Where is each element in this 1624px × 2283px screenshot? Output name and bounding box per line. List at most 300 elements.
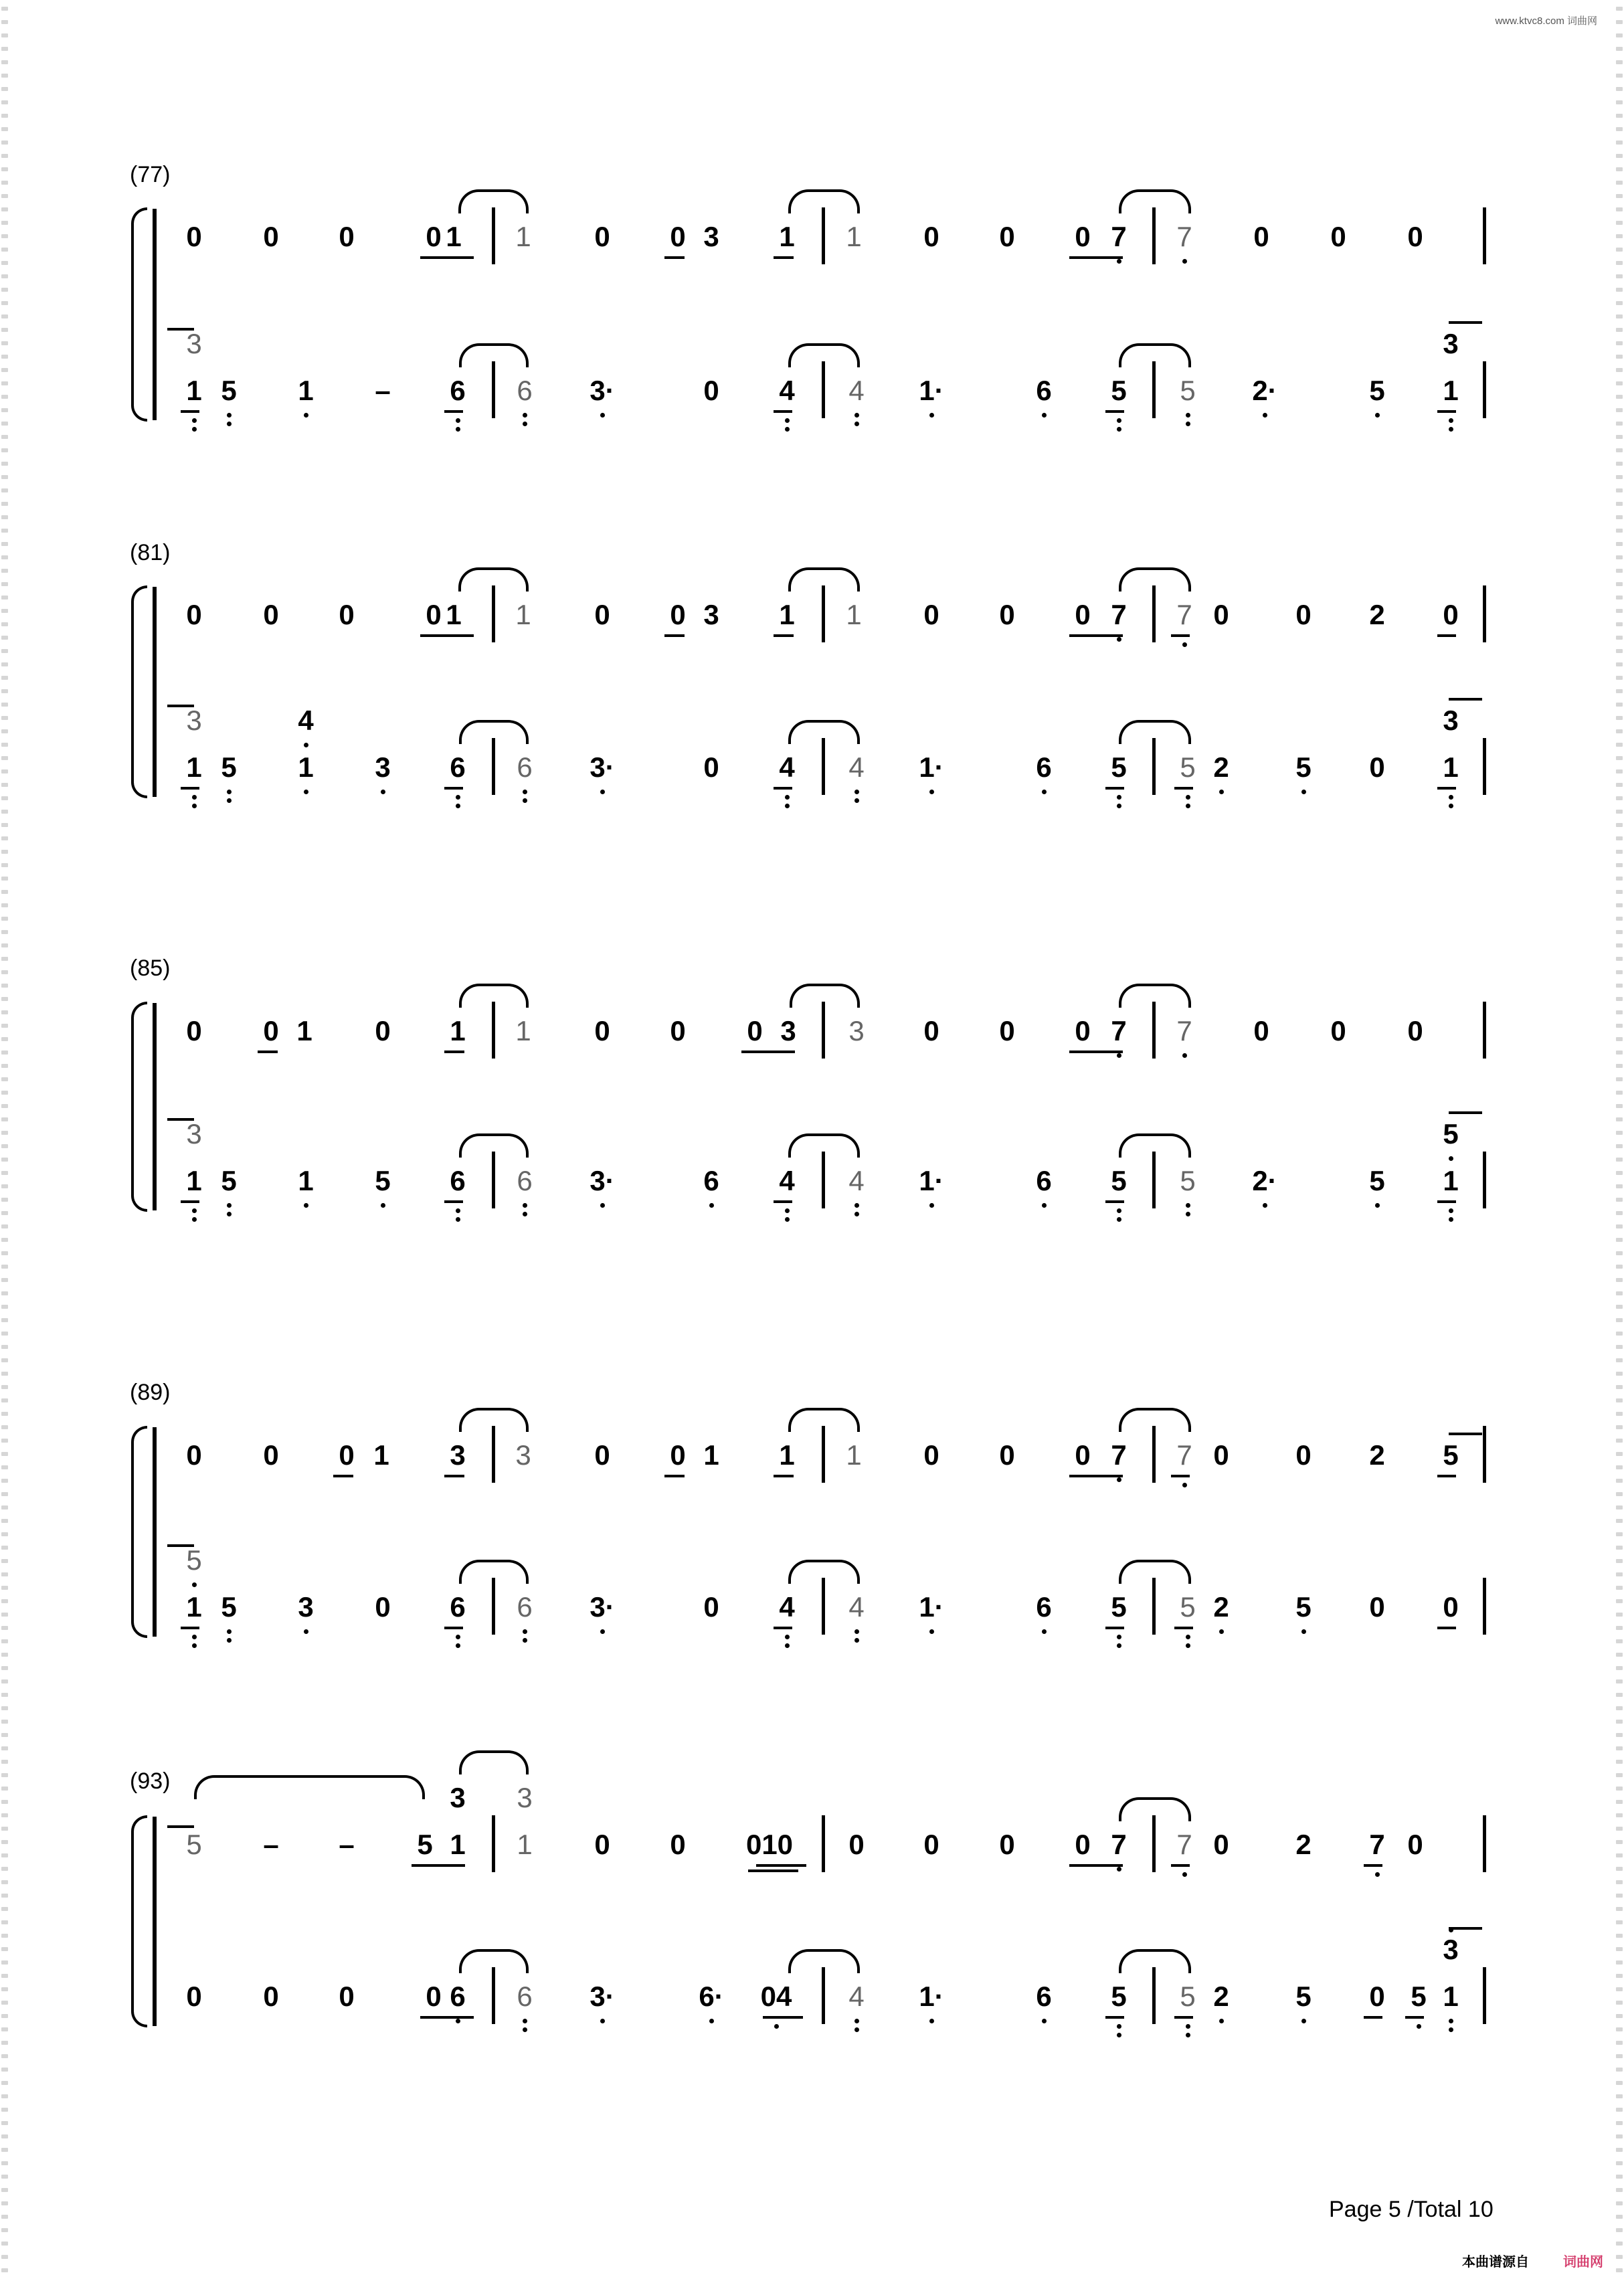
watermark-tick — [1616, 2108, 1623, 2112]
jianpu-note: 6 — [703, 1165, 719, 1196]
jianpu-note: 1 — [515, 221, 531, 252]
watermark-tick — [1, 1091, 8, 1095]
jianpu-note: 0 — [923, 221, 939, 252]
watermark-tick — [1, 622, 8, 626]
watermark-tick — [1, 997, 8, 1001]
barline-upper — [822, 207, 825, 264]
watermark-tick — [1, 2121, 8, 2125]
eighth-underline — [741, 1051, 795, 1053]
barline-upper — [1152, 207, 1156, 264]
barline-lower — [492, 1152, 495, 1208]
watermark-tick — [1, 609, 8, 613]
watermark-tick — [1616, 1117, 1623, 1121]
watermark-tick — [1, 1318, 8, 1322]
jianpu-note: 6· — [699, 1981, 724, 2012]
watermark-tick — [1, 649, 8, 653]
octave-dot-low — [456, 2019, 460, 2023]
eighth-underline — [444, 1475, 464, 1477]
eighth-underline — [774, 1475, 794, 1477]
watermark-tick — [1, 957, 8, 961]
octave-dot-low — [600, 413, 605, 418]
octave-dot-low — [854, 2027, 859, 2032]
watermark-tick — [1, 154, 8, 158]
watermark-tick — [1, 1211, 8, 1215]
eighth-underline — [181, 787, 199, 790]
watermark-tick — [1616, 957, 1623, 961]
barline-upper — [1152, 1426, 1156, 1483]
watermark-tick — [1616, 796, 1623, 800]
watermark-tick — [1616, 2175, 1623, 2179]
jianpu-note: – — [263, 1829, 279, 1860]
jianpu-note: 4 — [779, 751, 795, 783]
jianpu-note: 0 — [263, 221, 279, 252]
watermark-tick — [1, 1679, 8, 1683]
watermark-tick — [1, 1171, 8, 1175]
watermark-tick — [1, 87, 8, 91]
eighth-underline — [664, 634, 685, 637]
octave-dot-low — [1117, 1477, 1121, 1482]
watermark-tick — [1, 1104, 8, 1108]
jianpu-note: 3 — [450, 1782, 466, 1813]
octave-dot-low — [1417, 2024, 1421, 2029]
watermark-tick — [1616, 234, 1623, 238]
watermark-tick — [1616, 877, 1623, 881]
jianpu-note: 3 — [515, 1439, 531, 1471]
octave-dot-low — [1449, 804, 1453, 808]
octave-dot-low — [1182, 259, 1187, 264]
left-watermark-strip — [0, 0, 9, 2283]
watermark-tick — [1616, 1479, 1623, 1483]
watermark-tick — [1, 1291, 8, 1295]
watermark-tick — [1616, 1827, 1623, 1831]
watermark-tick — [1, 328, 8, 332]
jianpu-note: 6 — [450, 1591, 466, 1623]
jianpu-note: 04 — [760, 1981, 792, 2012]
octave-dot-low — [854, 422, 859, 426]
source-logo-text: 本曲谱源自 — [1462, 2255, 1529, 2270]
jianpu-note: 5 — [1111, 751, 1127, 783]
jianpu-note: 0 — [999, 1439, 1015, 1471]
watermark-tick — [1, 2228, 8, 2232]
watermark-tick — [1, 1131, 8, 1135]
watermark-tick — [1, 1947, 8, 1951]
jianpu-note: 0 — [339, 221, 355, 252]
watermark-tick — [1, 1519, 8, 1523]
eighth-underline — [1171, 1475, 1190, 1477]
jianpu-note: 4 — [848, 1165, 865, 1196]
watermark-tick — [1616, 1960, 1623, 1965]
jianpu-note: 3 — [780, 1015, 796, 1046]
watermark-tick — [1616, 1198, 1623, 1202]
watermark-tick — [1, 2054, 8, 2058]
watermark-tick — [1616, 2094, 1623, 2098]
watermark-tick — [1, 1907, 8, 1911]
jianpu-note: 0 — [1253, 221, 1269, 252]
barline-upper — [822, 585, 825, 642]
watermark-tick — [1, 636, 8, 640]
octave-dot-low — [304, 743, 308, 747]
tie-arc — [788, 1408, 860, 1432]
jianpu-note: 1· — [919, 375, 944, 406]
octave-dot-low — [523, 1203, 527, 1208]
jianpu-note: 1 — [298, 1165, 314, 1196]
measure-number: (85) — [130, 955, 171, 981]
jianpu-note: 0 — [186, 1015, 202, 1046]
jianpu-note: 5 — [1180, 751, 1196, 783]
octave-dot-low — [1117, 2024, 1121, 2029]
octave-dot-low — [523, 798, 527, 803]
watermark-tick — [1, 1880, 8, 1884]
watermark-tick — [1, 1158, 8, 1162]
barline-lower — [492, 361, 495, 418]
watermark-tick — [1616, 662, 1623, 666]
octave-dot-low — [929, 413, 934, 418]
jianpu-note: 1 — [296, 1015, 312, 1046]
watermark-tick — [1, 1746, 8, 1750]
measure-number: (77) — [130, 162, 171, 187]
octave-dot-low — [227, 1629, 232, 1634]
watermark-tick — [1616, 475, 1623, 479]
jianpu-note: 6 — [517, 1165, 533, 1196]
jianpu-note: 6 — [517, 375, 533, 406]
watermark-tick — [1616, 1867, 1623, 1871]
jianpu-note: 3 — [1443, 1934, 1459, 1965]
watermark-tick — [1, 1626, 8, 1630]
octave-dot-low — [523, 1212, 527, 1216]
eighth-underline — [258, 1051, 278, 1053]
watermark-tick — [1616, 2201, 1623, 2205]
barline-upper — [1483, 1002, 1486, 1059]
watermark-tick — [1616, 355, 1623, 359]
octave-dot-low — [1186, 804, 1190, 808]
watermark-tick — [1616, 1773, 1623, 1777]
eighth-underline — [1105, 2016, 1124, 2019]
octave-dot-low — [1117, 795, 1121, 800]
watermark-tick — [1616, 1184, 1623, 1188]
octave-dot-low — [1117, 637, 1121, 642]
watermark-tick — [1616, 314, 1623, 318]
jianpu-note: 0 — [923, 1015, 939, 1046]
watermark-tick — [1, 2068, 8, 2072]
watermark-tick — [1, 1572, 8, 1576]
watermark-tick — [1, 1639, 8, 1643]
watermark-tick — [1616, 1787, 1623, 1791]
jianpu-note: 0 — [186, 1439, 202, 1471]
eighth-underline — [444, 787, 463, 790]
jianpu-note: 0 — [263, 1439, 279, 1471]
watermark-tick — [1616, 1037, 1623, 1041]
tie-arc — [458, 567, 529, 591]
watermark-tick — [1616, 596, 1623, 600]
eighth-underline — [181, 410, 199, 413]
watermark-tick — [1, 127, 8, 131]
eighth-underline — [774, 1627, 792, 1629]
eighth-underline — [1105, 1627, 1124, 1629]
watermark-tick — [1616, 1666, 1623, 1670]
watermark-tick — [1616, 1332, 1623, 1336]
measure-number: (89) — [130, 1380, 171, 1405]
jianpu-note: 5 — [1111, 1165, 1127, 1196]
jianpu-note: 0 — [339, 599, 355, 630]
watermark-tick — [1, 167, 8, 171]
jianpu-note: 7 — [1111, 1829, 1127, 1860]
watermark-tick — [1, 408, 8, 412]
watermark-tick — [1616, 2188, 1623, 2192]
jianpu-note: 0 — [1330, 221, 1346, 252]
watermark-tick — [1616, 1599, 1623, 1603]
octave-dot-low — [1186, 1643, 1190, 1648]
tie-arc — [1119, 1797, 1191, 1821]
watermark-tick — [1, 2108, 8, 2112]
jianpu-note: 1 — [298, 375, 314, 406]
octave-dot-low — [1042, 1203, 1047, 1208]
jianpu-note: 1 — [450, 1829, 466, 1860]
octave-dot-low — [1042, 790, 1047, 794]
watermark-tick — [1, 7, 8, 11]
octave-dot-low — [1117, 1053, 1121, 1058]
barline-lower — [1483, 361, 1486, 418]
jianpu-note: 5 — [1180, 1591, 1196, 1623]
jianpu-note: 0 — [1295, 599, 1312, 630]
jianpu-note: 3 — [186, 328, 202, 359]
watermark-tick — [1, 2255, 8, 2259]
jianpu-note: 3· — [590, 751, 615, 783]
octave-dot-low — [1449, 1217, 1453, 1222]
watermark-tick — [1616, 542, 1623, 546]
watermark-tick — [1, 903, 8, 907]
jianpu-note: – — [339, 1829, 355, 1860]
jianpu-note: – — [375, 375, 391, 406]
tie-arc — [458, 189, 529, 213]
octave-dot-low — [854, 413, 859, 418]
octave-dot-low — [192, 1643, 197, 1648]
watermark-tick — [1, 1773, 8, 1777]
octave-dot-low — [1186, 795, 1190, 800]
jianpu-note: 1 — [1443, 1981, 1459, 2012]
jianpu-note: 3 — [298, 1591, 314, 1623]
octave-dot-low — [192, 427, 197, 432]
jianpu-note: 7 — [1176, 599, 1192, 630]
watermark-tick — [1616, 1291, 1623, 1295]
octave-dot-low — [785, 804, 790, 808]
octave-dot-low — [304, 413, 308, 418]
jianpu-note: 1 — [1443, 751, 1459, 783]
octave-dot-low — [227, 422, 232, 426]
jianpu-note: 5 — [1443, 1118, 1459, 1150]
watermark-tick — [1616, 769, 1623, 773]
eighth-underline — [1105, 787, 1124, 790]
jianpu-note: 5 — [1180, 1165, 1196, 1196]
watermark-tick — [1, 1144, 8, 1148]
jianpu-note: 0 — [1075, 1829, 1091, 1860]
octave-dot-low — [456, 804, 460, 808]
jianpu-note: 2 — [1369, 599, 1385, 630]
jianpu-note: 7 — [1111, 1439, 1127, 1471]
jianpu-note: 0 — [1330, 1015, 1346, 1046]
watermark-tick — [1616, 221, 1623, 225]
jianpu-note: 1 — [298, 751, 314, 783]
watermark-tick — [1, 1238, 8, 1242]
octave-dot-low — [709, 1203, 714, 1208]
watermark-tick — [1616, 863, 1623, 867]
jianpu-note: 5 — [1443, 1439, 1459, 1471]
watermark-tick — [1616, 1238, 1623, 1242]
watermark-tick — [1616, 1720, 1623, 1724]
barline-lower — [1152, 1152, 1156, 1208]
jianpu-note: 3· — [590, 1165, 615, 1196]
watermark-tick — [1, 1733, 8, 1737]
watermark-tick — [1616, 515, 1623, 519]
watermark-tick — [1616, 1051, 1623, 1055]
watermark-tick — [1616, 622, 1623, 626]
octave-dot-low — [192, 804, 197, 808]
watermark-tick — [1616, 1265, 1623, 1269]
jianpu-note: 0 — [426, 599, 442, 630]
watermark-tick — [1616, 2134, 1623, 2138]
octave-dot-low — [304, 1629, 308, 1634]
jianpu-note: 5 — [375, 1165, 391, 1196]
watermark-tick — [1, 1613, 8, 1617]
watermark-tick — [1, 1439, 8, 1443]
watermark-tick — [1, 1840, 8, 1844]
jianpu-note: 4 — [779, 1591, 795, 1623]
watermark-tick — [1616, 2121, 1623, 2125]
watermark-tick — [1, 261, 8, 265]
jianpu-note: 6 — [1036, 751, 1052, 783]
watermark-tick — [1616, 194, 1623, 198]
watermark-tick — [1616, 1077, 1623, 1081]
watermark-tick — [1, 462, 8, 466]
watermark-tick — [1, 314, 8, 318]
watermark-tick — [1616, 1947, 1623, 1951]
tie-continuation — [167, 705, 194, 719]
watermark-tick — [1, 1117, 8, 1121]
jianpu-note: 0 — [670, 1015, 686, 1046]
octave-dot-low — [1117, 418, 1121, 423]
jianpu-note: 6 — [450, 751, 466, 783]
eighth-underline — [1069, 256, 1123, 259]
watermark-tick — [1616, 1439, 1623, 1443]
tie-arc — [1119, 1408, 1191, 1432]
tie-arc — [459, 1133, 529, 1158]
watermark-tick — [1, 1010, 8, 1014]
watermark-tick — [1, 569, 8, 573]
watermark-tick — [1616, 1318, 1623, 1322]
jianpu-note: 0 — [1075, 221, 1091, 252]
jianpu-note: 1 — [515, 599, 531, 630]
watermark-tick — [1, 1546, 8, 1550]
jianpu-note: 6 — [450, 1165, 466, 1196]
octave-dot-low — [854, 798, 859, 803]
watermark-tick — [1616, 274, 1623, 278]
watermark-tick — [1616, 141, 1623, 145]
jianpu-note: 0 — [594, 1829, 610, 1860]
watermark-tick — [1616, 2014, 1623, 2018]
jianpu-note: 0 — [999, 1829, 1015, 1860]
watermark-tick — [1616, 783, 1623, 787]
jianpu-note: 0 — [375, 1591, 391, 1623]
jianpu-note: 0 — [1407, 1829, 1423, 1860]
octave-dot-low — [929, 1203, 934, 1208]
watermark-tick — [1616, 2001, 1623, 2005]
jianpu-note: 0 — [703, 1591, 719, 1623]
eighth-underline — [444, 1051, 464, 1053]
watermark-tick — [1, 1051, 8, 1055]
jianpu-note: 0 — [1369, 1981, 1385, 2012]
jianpu-note: 6 — [1036, 1591, 1052, 1623]
eighth-underline — [1105, 1200, 1124, 1203]
barline-lower — [822, 361, 825, 418]
jianpu-note: 6 — [517, 1591, 533, 1623]
jianpu-note: 5 — [1111, 1591, 1127, 1623]
octave-dot-low — [456, 418, 460, 423]
watermark-tick — [1, 529, 8, 533]
barline-upper — [1483, 585, 1486, 642]
jianpu-note: 0 — [999, 221, 1015, 252]
watermark-tick — [1, 743, 8, 747]
watermark-tick — [1616, 1385, 1623, 1389]
system-brace — [131, 1426, 147, 1638]
watermark-tick — [1, 1505, 8, 1510]
watermark-tick — [1616, 1171, 1623, 1175]
jianpu-note: 2 — [1295, 1829, 1312, 1860]
jianpu-note: 1 — [515, 1015, 531, 1046]
watermark-tick — [1616, 1305, 1623, 1309]
watermark-tick — [1616, 1760, 1623, 1764]
watermark-tick — [1, 1974, 8, 1978]
jianpu-note: 5 — [1180, 375, 1196, 406]
jianpu-note: 1 — [373, 1439, 389, 1471]
watermark-tick — [1616, 1813, 1623, 1817]
jianpu-note: 0 — [1253, 1015, 1269, 1046]
jianpu-note: 7 — [1111, 1015, 1127, 1046]
eighth-underline — [1174, 787, 1193, 790]
octave-dot-low — [1375, 413, 1380, 418]
jianpu-note: 0 — [1213, 1439, 1229, 1471]
watermark-tick — [1, 1465, 8, 1469]
watermark-tick — [1616, 2268, 1623, 2272]
watermark-tick — [1616, 181, 1623, 185]
watermark-tick — [1, 2027, 8, 2031]
barline-lower — [1483, 1152, 1486, 1208]
watermark-tick — [1, 1760, 8, 1764]
watermark-tick — [1616, 529, 1623, 533]
octave-dot-low — [709, 2019, 714, 2023]
page-indicator: Page 5 /Total 10 — [1329, 2197, 1494, 2222]
system-start-barline — [153, 1003, 157, 1210]
octave-dot-low — [785, 1643, 790, 1648]
tie-continuation — [1449, 1927, 1482, 1942]
watermark-tick — [1, 850, 8, 854]
watermark-tick — [1616, 1693, 1623, 1697]
octave-dot-low — [1449, 795, 1453, 800]
octave-dot-low — [854, 1638, 859, 1643]
watermark-tick — [1, 2148, 8, 2152]
jianpu-note: 3 — [517, 1782, 533, 1813]
jianpu-note: 6 — [517, 1981, 533, 2012]
watermark-tick — [1, 194, 8, 198]
jianpu-note: 1 — [186, 1165, 202, 1196]
jianpu-note: 5 — [1295, 1981, 1312, 2012]
watermark-tick — [1616, 810, 1623, 814]
jianpu-note: 2 — [1213, 1591, 1229, 1623]
watermark-tick — [1, 676, 8, 680]
watermark-tick — [1616, 1372, 1623, 1376]
barline-upper — [1152, 585, 1156, 642]
watermark-tick — [1, 2268, 8, 2272]
watermark-tick — [1616, 836, 1623, 840]
watermark-tick — [1, 1479, 8, 1483]
